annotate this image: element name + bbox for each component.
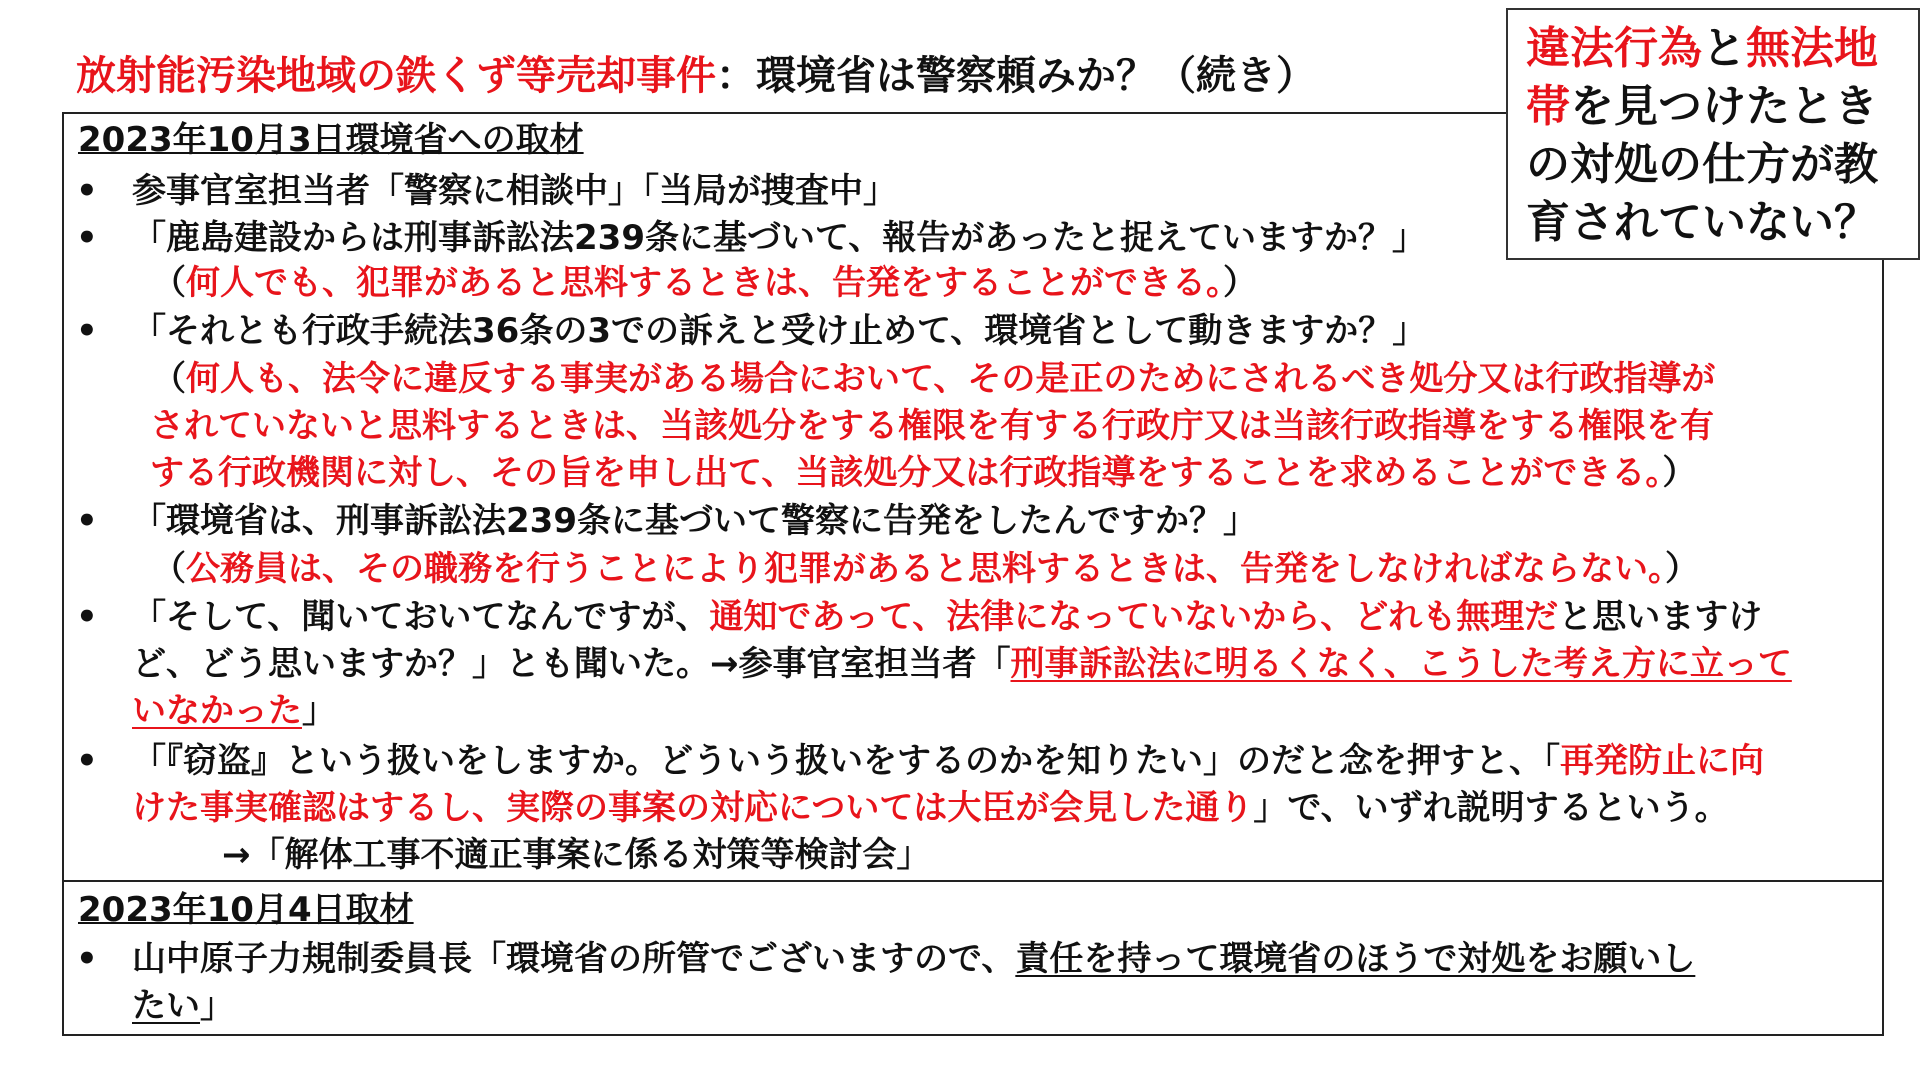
callout-line-1: 違法行為と無法地 — [1526, 23, 1878, 74]
bullet-1: • — [76, 171, 98, 211]
list-item: ど、どう思いますか？」とも聞いた。→参事官室担当者「刑事訴訟法に明るくなく、こうした考え方に立って — [132, 644, 1792, 684]
list-item: 「そして、聞いておいてなんですが、通知であって、法律になっていないから、どれも無理だと思いますけ — [132, 597, 1763, 637]
section-1-heading: 2023年10月3日環境省への取材 — [78, 120, 584, 160]
list-item: 「鹿島建設からは刑事訴訟法239条に基づいて、報告があったと捉えていますか？」 — [132, 218, 1426, 258]
statute-note: する行政機関に対し、その旨を申し出て、当該処分又は行政指導をすることを求めることができる。） — [150, 453, 1697, 493]
page-title — [76, 50, 1496, 102]
callout-line-2: 帯を見つけたとき — [1526, 81, 1878, 132]
list-item: 山中原子力規制委員長「環境省の所管でございますので、責任を持って環境省のほうで対処をお願いし — [132, 939, 1696, 979]
bullet-6: • — [76, 741, 98, 781]
callout-line-4: 育されていない？ — [1526, 197, 1878, 248]
list-item: →「解体工事不適正事案に係る対策等検討会」 — [222, 835, 931, 875]
bullet-5: • — [76, 597, 98, 637]
page-title-red: 放射能汚染地域の鉄くず等売却事件 — [76, 53, 716, 99]
list-item: 参事官室担当者「警察に相談中」「当局が捜査中」 — [132, 171, 897, 211]
callout-line-3: の対処の仕方が教 — [1526, 139, 1878, 190]
list-item: 「環境省は、刑事訴訟法239条に基づいて警察に告発をしたんですか？」 — [132, 501, 1257, 541]
bullet-3: • — [76, 311, 98, 351]
statute-note: （公務員は、その職務を行うことにより犯罪があると思料するときは、告発をしなければならない。） — [152, 549, 1699, 589]
list-item: たい」 — [132, 986, 234, 1026]
statute-note: されていないと思料するときは、当該処分をする権限を有する行政庁又は当該行政指導をする権限を有 — [150, 406, 1714, 446]
list-item: 「『窃盗』という扱いをしますか。どういう扱いをするのかを知りたい」のだと念を押すと、「再発防止に向 — [132, 741, 1764, 781]
bullet-2: • — [76, 218, 98, 258]
section-2-heading: 2023年10月4日取材 — [78, 890, 414, 930]
statute-note: （何人でも、犯罪があると思料するときは、告発をすることができる。） — [152, 263, 1257, 303]
list-item: いなかった」 — [132, 691, 336, 731]
list-item: けた事実確認はするし、実際の事案の対応については大臣が会見した通り」で、いずれ説明するという。 — [132, 788, 1729, 828]
section-divider — [64, 880, 1882, 882]
statute-note: （何人も、法令に違反する事実がある場合において、その是正のためにされるべき処分又は行政指導が — [152, 359, 1716, 399]
bullet-7: • — [76, 939, 98, 979]
callout-box — [1506, 8, 1920, 260]
list-item: 「それとも行政手続法36条の3での訴えと受け止めて、環境省として動きますか？」 — [132, 311, 1427, 351]
page-title-black: ：環境省は警察頼みか？（続き） — [716, 53, 1316, 99]
bullet-4: • — [76, 501, 98, 541]
